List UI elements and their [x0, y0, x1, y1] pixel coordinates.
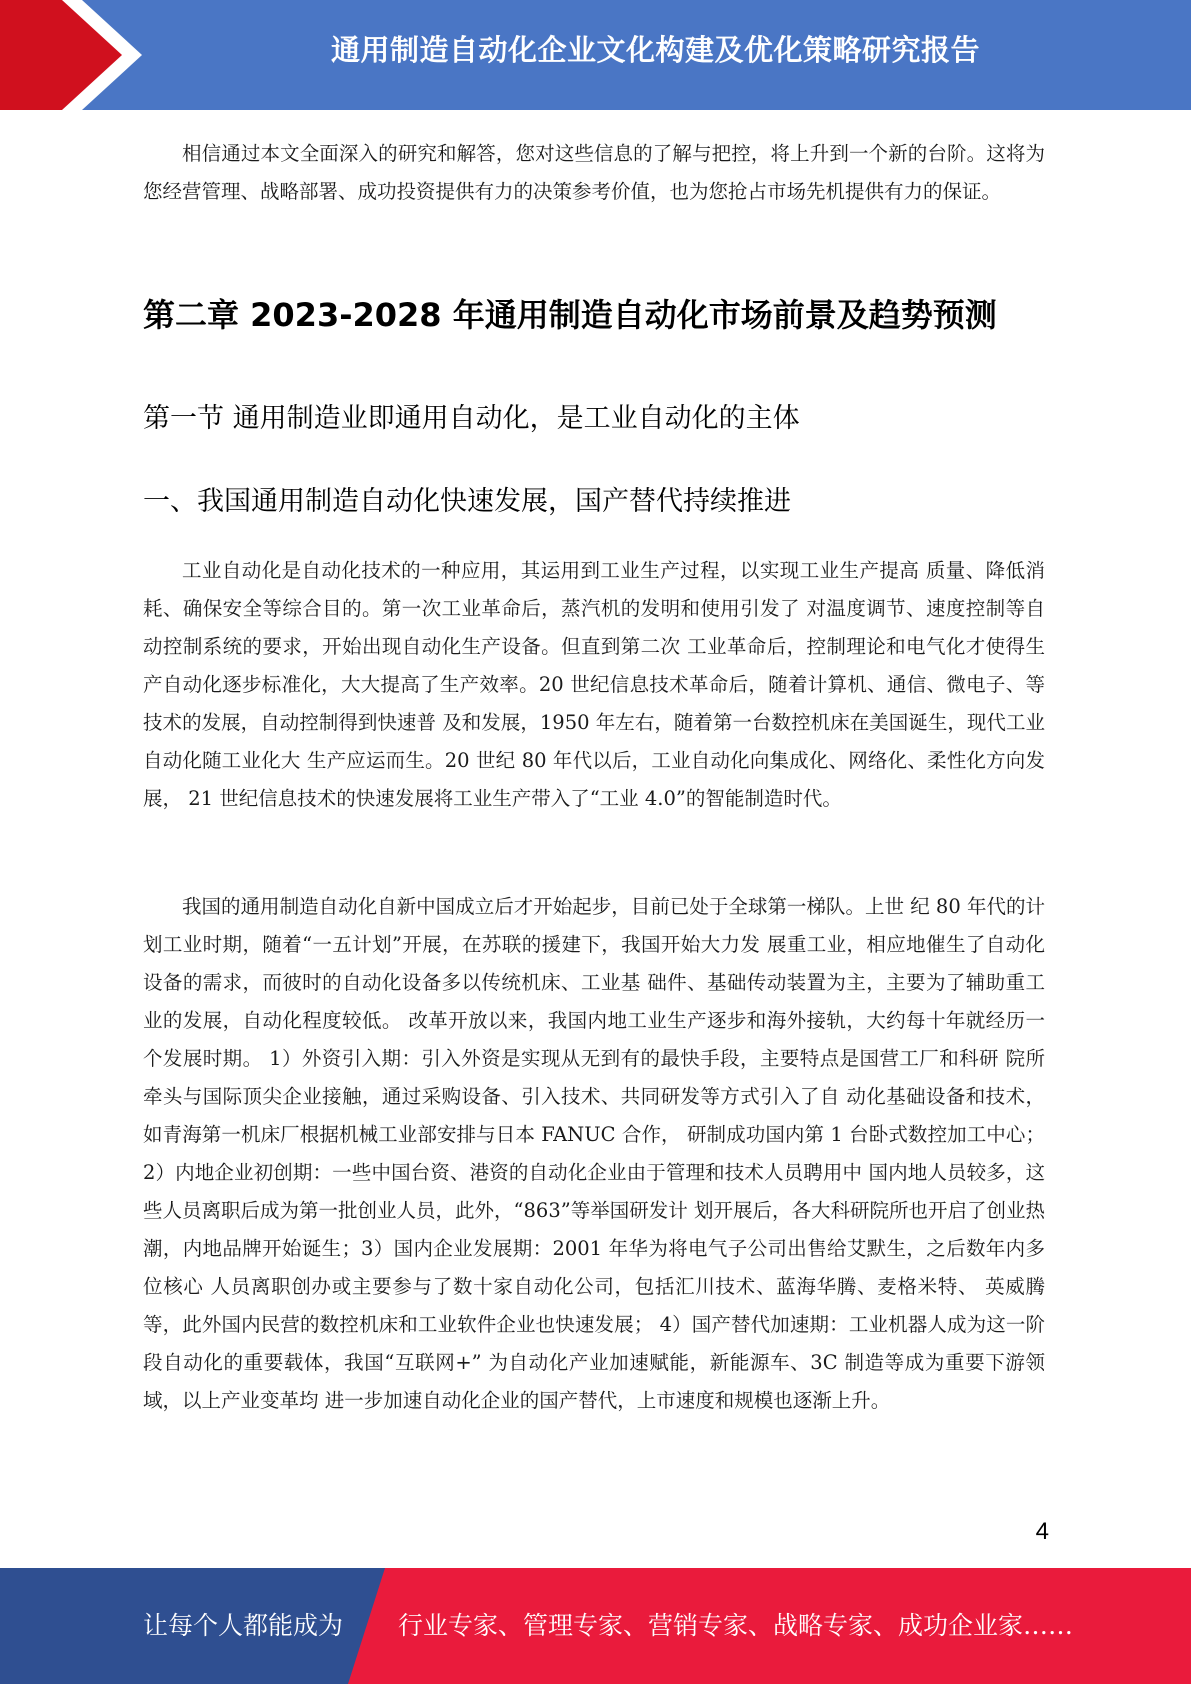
- footer-slogan-right: 行业专家、管理专家、营销专家、战略专家、成功企业家……: [398, 1611, 1074, 1640]
- body-paragraph: 工业自动化是自动化技术的一种应用，其运用到工业生产过程，以实现工业生产提高 质量、降低消耗、确保安全等综合目的。第一次工业革命后，蒸汽机的发明和使用引发了 对温度调节、速度控制等自动控制系统的要求，开始出现自动化生产设备。但直到第二次 工业革命后，控制理论和电气化才使得生产自动化逐步标准化，大大提高了生产效率。20 世纪信息技术革命后，随着计算机、通信、微电子、等技术的发展，自动控制得到快速普 及和发展，1950 年左右，随着第一台数控机床在美国诞生，现代工业自动化随工业化大 生产应运而生。20 世纪 80 年代以后，工业自动化向集成化、网络化、柔性化方向发展， 21 世纪信息技术的快速发展将工业生产带入了“工业 4.0”的智能制造时代。: [143, 559, 1045, 810]
- body-paragraph-block-2: [143, 888, 1045, 1420]
- footer-banner: [0, 1568, 1191, 1684]
- intro-paragraph: 相信通过本文全面深入的研究和解答，您对这些信息的了解与把控，将上升到一个新的台阶。这将为您经营管理、战略部署、成功投资提供有力的决策参考价值，也为您抢占市场先机提供有力的保证。: [143, 142, 1045, 203]
- chapter-title: 第二章 2023-2028 年通用制造自动化市场前景及趋势预测: [143, 296, 997, 334]
- intro-section: [143, 135, 1045, 211]
- page-number: 4: [1035, 1518, 1049, 1545]
- header-banner: [0, 0, 1191, 110]
- body-paragraph: 我国的通用制造自动化自新中国成立后才开始起步，目前已处于全球第一梯队。上世 纪 80 年代的计划工业时期，随着“一五计划”开展，在苏联的援建下，我国开始大力发 展重工业，相应地催生了自动化设备的需求，而彼时的自动化设备多以传统机床、工业基 础件、基础传动装置为主，主要为了辅助重工业的发展，自动化程度较低。 改革开放以来，我国内地工业生产逐步和海外接轨，大约每十年就经历一个发展时期。 1）外资引入期：引入外资是实现从无到有的最快手段，主要特点是国营工厂和科研 院所牵头与国际顶尖企业接触，通过采购设备、引入技术、共同研发等方式引入了自 动化基础设备和技术，如青海第一机床厂根据机械工业部安排与日本 FANUC 合作， 研制成功国内第 1 台卧式数控加工中心； 2）内地企业初创期：一些中国台资、港资的自动化企业由于管理和技术人员聘用中 国内地人员较多，这些人员离职后成为第一批创业人员，此外，“863”等举国研发计 划开展后，各大科研院所也开启了创业热潮，内地品牌开始诞生；3）国内企业发展期：2001 年华为将电气子公司出售给艾默生，之后数年内多位核心 人员离职创办或主要参与了数十家自动化公司，包括汇川技术、蓝海华腾、麦格米特、 英威腾等，此外国内民营的数控机床和工业软件企业也快速发展； 4）国产替代加速期：工业机器人成为这一阶段自动化的重要载体，我国“互联网+” 为自动化产业加速赋能，新能源车、3C 制造等成为重要下游领域，以上产业变革均 进一步加速自动化企业的国产替代，上市速度和规模也逐渐上升。: [143, 895, 1045, 1412]
- header-arrow-icon: [0, 0, 160, 110]
- report-title: 通用制造自动化企业文化构建及优化策略研究报告: [330, 33, 980, 67]
- section-title: 第一节 通用制造业即通用自动化，是工业自动化的主体: [143, 403, 800, 434]
- subsection-title: 一、我国通用制造自动化快速发展，国产替代持续推进: [143, 486, 791, 517]
- footer-slogan-left: 让每个人都能成为: [143, 1611, 344, 1640]
- body-paragraph-block-1: [143, 552, 1045, 818]
